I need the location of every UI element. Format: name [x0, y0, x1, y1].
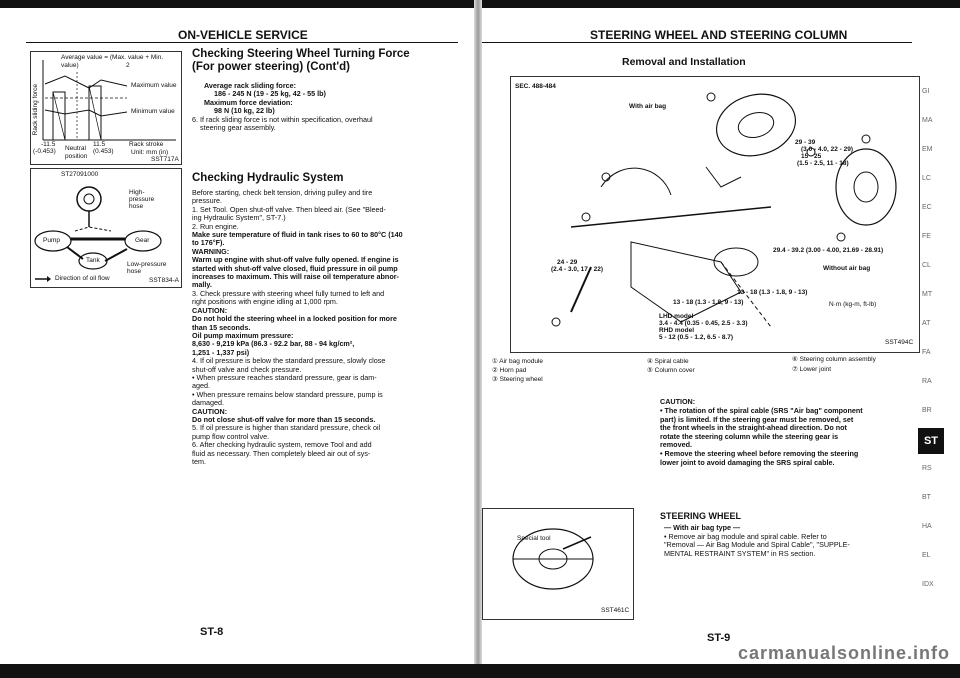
max-dev-value: 98 N (10 kg, 22 lb): [214, 106, 275, 116]
figure-code-2: SST834-A: [149, 277, 179, 284]
index-tab-lc[interactable]: LC: [922, 175, 931, 182]
over-2: 2: [126, 62, 130, 69]
torque-3b: (2.4 - 3.0, 17 - 22): [551, 266, 604, 273]
left-page: [0, 0, 478, 678]
lhd-label: LHD model: [659, 313, 694, 320]
position-label: position: [65, 153, 88, 160]
caution-2-line: • Remove the steering wheel before removing the steering: [660, 449, 859, 459]
tick-pos: 11.5: [93, 141, 106, 148]
caution-1-line: • The rotation of the spiral cable (SRS "Air bag" component: [660, 406, 863, 416]
special-tool-label: Special tool: [517, 535, 551, 542]
column-exploded-figure: [510, 76, 920, 353]
with-airbag-label: With air bag: [629, 103, 667, 110]
hydraulic-line: 6. After checking hydraulic system, remove Tool and add: [192, 440, 372, 450]
tank-label: Tank: [86, 257, 100, 264]
gear-label: Gear: [135, 237, 150, 244]
hp-label-2: pressure: [129, 196, 155, 203]
hydraulic-line: than 15 seconds.: [192, 322, 251, 332]
min-label: Minimum value: [131, 108, 175, 115]
rhd-label: RHD model: [659, 327, 695, 334]
direction-label: Direction of oil flow: [55, 275, 110, 282]
hydraulic-line: Do not close shut-off valve for more than 15 seconds.: [192, 414, 376, 424]
torque-1b: (3.0 - 4.0, 22 - 29): [801, 146, 854, 153]
hydraulic-line: 8,630 - 9,219 kPa (86.3 - 92.2 bar, 88 - 94 kg/cm²,: [192, 339, 355, 349]
watermark: carmanualsonline.info: [737, 643, 950, 663]
hydraulic-line: damaged.: [192, 398, 224, 408]
index-tab-ec[interactable]: EC: [922, 204, 932, 211]
caution-block: [660, 398, 906, 467]
right-page: [482, 0, 960, 678]
caution-1-line: removed.: [660, 440, 692, 450]
column-diagram: [511, 77, 919, 352]
caution-1: [660, 407, 906, 449]
hydraulic-line: Do not hold the steering wheel in a locked position for more: [192, 314, 397, 324]
pump-label: Pump: [43, 237, 60, 244]
hydraulic-line: 3. Check pressure with steering wheel fully turned to left and: [192, 288, 385, 298]
tool-number: ST27091000: [61, 171, 99, 178]
lp-label: Low-pressure: [127, 261, 167, 268]
figure-code: SST717A: [151, 156, 179, 163]
caution-1-line: the front wheels in the straight-ahead direction. Do not: [660, 423, 847, 433]
hydraulic-diagram: [31, 169, 181, 287]
page-number-left: ST-8: [200, 626, 224, 638]
hydraulic-body: [192, 189, 462, 466]
avg-force-value: 186 - 245 N (19 - 25 kg, 42 - 55 lb): [214, 89, 326, 99]
hydraulic-line: 4. If oil pressure is below the standard pressure, slowly close: [192, 356, 386, 366]
index-tab-bt[interactable]: BT: [922, 494, 931, 501]
index-tab-ra[interactable]: RA: [922, 378, 932, 385]
section-ref: SEC. 488-484: [515, 83, 556, 90]
legend-1: ① Air bag module: [492, 358, 543, 365]
index-tab-em[interactable]: EM: [922, 146, 933, 153]
hydraulic-line: right positions with engine idling at 1,000 rpm.: [192, 297, 338, 307]
hp-label: High-: [129, 189, 145, 196]
legend-7: ⑦ Lower joint: [792, 366, 832, 373]
avg-label: Average value = (Max. value + Min. value): [61, 54, 164, 69]
torque-6: 13 - 18 (1.3 - 1.8, 9 - 13): [673, 299, 744, 306]
steering-wheel-subtitle: — With air bag type —: [664, 523, 741, 533]
index-tab-fa[interactable]: FA: [922, 349, 931, 356]
section-subtitle: (For power steering) (Cont'd): [192, 61, 350, 73]
legend-3: ③ Steering wheel: [492, 376, 543, 383]
index-tab-rs[interactable]: RS: [922, 465, 932, 472]
hydraulic-line: CAUTION:: [192, 406, 228, 416]
steering-wheel-title: STEERING WHEEL: [660, 511, 742, 521]
section-title: Checking Steering Wheel Turning Force: [192, 48, 410, 60]
hydraulic-section: [192, 172, 462, 466]
caution-1-line: part) is limited. If the steering gear must be removed, set: [660, 414, 854, 424]
hydraulic-line: WARNING:: [192, 246, 230, 256]
hydraulic-line: increases to maximum. This will raise oil temperature abnor-: [192, 272, 399, 282]
tick-pos-in: (0.453): [93, 148, 114, 155]
hp-label-3: hose: [129, 203, 144, 210]
step-6-cont: steering gear assembly.: [200, 123, 276, 133]
torque-1: 29 - 39: [795, 139, 816, 146]
hydraulic-line: 1. Set Tool. Open shut-off valve. Then bleed air. (See "Bleed-: [192, 204, 386, 214]
max-dev-label: Maximum force deviation:: [204, 97, 293, 107]
tool-diagram: [483, 509, 633, 619]
figure-code-3: SST494C: [885, 339, 914, 346]
index-tab-ha[interactable]: HA: [922, 523, 932, 530]
index-tab-fe[interactable]: FE: [922, 233, 931, 240]
without-airbag-label: Without air bag: [823, 265, 871, 272]
hydraulic-line: started with shut-off valve closed, fluid pressure in oil pump: [192, 263, 398, 273]
hydraulic-line: mally.: [192, 280, 212, 290]
turning-force-section: [192, 48, 462, 132]
neutral-label: Neutral: [65, 145, 86, 152]
y-label: Rack sliding force: [32, 84, 39, 136]
header-rule: [26, 42, 458, 43]
torque-4: 29.4 - 39.2 (3.00 - 4.00, 21.69 - 28.91): [773, 247, 884, 254]
legend-4: ④ Spiral cable: [647, 358, 689, 365]
index-tab-cl[interactable]: CL: [922, 262, 931, 269]
torque-7: 3.4 - 4.4 (0.35 - 0.45, 2.5 - 3.3): [659, 320, 748, 327]
index-tab-mt[interactable]: MT: [922, 291, 933, 298]
hydraulic-line: Make sure temperature of fluid in tank rises to 60 to 80°C (140: [192, 230, 403, 240]
hydraulic-line: • When pressure remains below standard pressure, pump is: [192, 389, 383, 399]
left-header: ON-VEHICLE SERVICE: [178, 28, 308, 42]
caution-1-line: rotate the steering column while the steering gear is: [660, 431, 839, 441]
header-rule-right: [482, 42, 912, 43]
section-heading: Removal and Installation: [622, 56, 746, 68]
legend-6: ⑥ Steering column assembly: [792, 356, 876, 363]
hydraulic-line: Oil pump maximum pressure:: [192, 330, 294, 340]
hydraulic-line: to 176°F).: [192, 238, 225, 248]
hydraulic-line: Before starting, check belt tension, driving pulley and tire: [192, 188, 373, 197]
lp-label-2: hose: [127, 268, 142, 275]
hydraulic-line: fluid as necessary. Then completely bleed air out of sys-: [192, 448, 371, 458]
legend-2: ② Horn pad: [492, 367, 527, 374]
unit-label: Unit: mm (in): [131, 149, 169, 156]
torque-unit: N·m (kg-m, ft-lb): [829, 301, 877, 308]
index-tab-gi[interactable]: GI: [922, 88, 930, 95]
tick-neg-in: (-0.453): [33, 148, 56, 155]
hydraulic-line: pump flow control valve.: [192, 431, 270, 441]
torque-2: 15 - 25: [801, 153, 822, 160]
hydraulic-line: shut-off valve and check pressure.: [192, 364, 302, 374]
steering-wheel-body: [664, 533, 906, 558]
steering-wheel-section: [660, 512, 906, 558]
sw-line: • Remove air bag module and spiral cable. Refer to: [664, 531, 827, 541]
rack-force-figure: [30, 51, 182, 165]
figure-code-4: SST461C: [601, 607, 630, 614]
hydraulic-line: CAUTION:: [192, 305, 228, 315]
index-tab-ma[interactable]: MA: [922, 117, 933, 124]
index-tab-br[interactable]: BR: [922, 407, 932, 414]
hydraulic-line: pressure.: [192, 196, 222, 206]
hydraulic-line: 1,251 - 1,337 psi): [192, 347, 250, 357]
torque-5: 13 - 18 (1.3 - 1.8, 9 - 13): [737, 289, 808, 296]
index-tab-at[interactable]: AT: [922, 320, 931, 327]
hydraulic-line: ing Hydraulic System", ST-7.): [192, 213, 286, 223]
index-tab-idx[interactable]: IDX: [922, 581, 934, 588]
page-number-right: ST-9: [707, 632, 731, 644]
hydraulic-line: Warm up engine with shut-off valve fully opened. If engine is: [192, 255, 399, 265]
hydraulic-figure: [30, 168, 182, 288]
hydraulic-line: aged.: [192, 381, 210, 391]
hydraulic-title: Checking Hydraulic System: [192, 172, 344, 184]
avg-force-label: Average rack sliding force:: [204, 81, 297, 90]
torque-2b: (1.5 - 2.5, 11 - 18): [797, 160, 849, 167]
hydraulic-line: 5. If oil pressure is higher than standard pressure, check oil: [192, 423, 381, 433]
torque-3: 24 - 29: [557, 259, 578, 266]
legend-5: ⑤ Column cover: [647, 367, 695, 374]
torque-8: 5 - 12 (0.5 - 1.2, 6.5 - 8.7): [659, 334, 734, 341]
bottom-border: [0, 664, 960, 678]
caution-label: CAUTION:: [660, 397, 696, 406]
caution-2-line: lower joint to avoid damaging the SRS spiral cable.: [660, 457, 835, 467]
rack-stroke-label: Rack stroke: [129, 141, 164, 148]
hydraulic-line: 2. Run engine.: [192, 221, 239, 231]
step-6: 6. If rack sliding force is not within specification, overhaul: [192, 114, 373, 124]
max-label: Maximum value: [131, 82, 177, 89]
right-header: STEERING WHEEL AND STEERING COLUMN: [590, 28, 848, 42]
caution-2: [660, 450, 906, 467]
hydraulic-line: • When pressure reaches standard pressure, gear is dam-: [192, 372, 377, 382]
hydraulic-line: tem.: [192, 457, 206, 466]
index-tab-el[interactable]: EL: [922, 552, 931, 559]
sw-line: "Removal — Air Bag Module and Spiral Cable", "SUPPLE-: [664, 540, 850, 550]
sw-line: MENTAL RESTRAINT SYSTEM" in RS section.: [664, 548, 816, 558]
index-tab-st[interactable]: ST: [918, 428, 944, 454]
tick-neg: -11.5: [41, 141, 56, 148]
special-tool-figure: [482, 508, 634, 620]
